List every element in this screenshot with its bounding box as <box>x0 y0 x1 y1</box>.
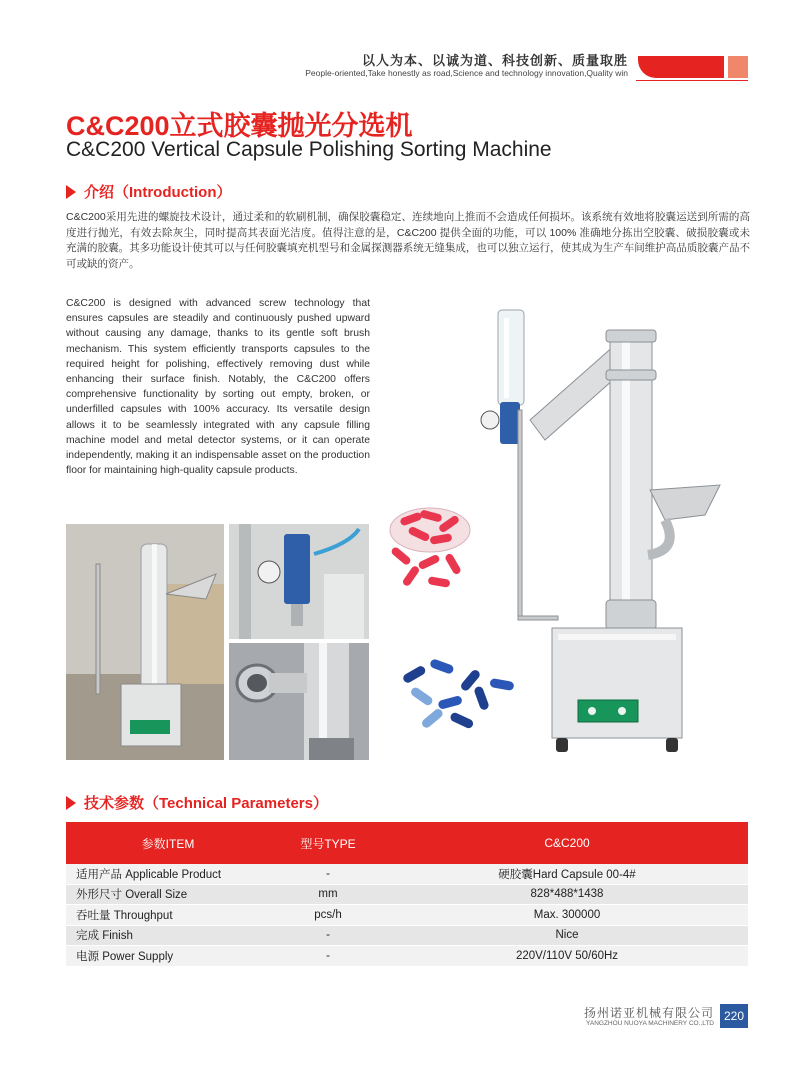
column-header-type: 型号TYPE <box>270 822 386 864</box>
introduction-text-en: C&C200 is designed with advanced screw technology that ensures capsules are steadily and continuously pushed upward without causing any damage, thanks to its gentle soft brush mechanism. This system efficiently transports capsules to the required height for polishing, effectively removing dust while enhancing their surface finish. Notably, the C&C200 offers comprehensive functionality by sorting out empty, broken, or underfilled capsules with 100% accuracy. Its versatile design allows it to be seamlessly integrated with any capsule filling machine model and metal detector systems, or it can operate independently, making it an indispensable asset on the production floor for maintaining high-quality capsule products. <box>66 298 370 477</box>
row-type: pcs/h <box>270 905 386 926</box>
table-row <box>66 905 748 926</box>
row-item: 适用产品 Applicable Product <box>66 864 270 884</box>
header-red-bar <box>638 56 724 78</box>
slogan-en: People-oriented,Take honestly as road,Science and technology innovation,Quality win <box>305 68 628 78</box>
table-row <box>66 946 748 967</box>
machine-illustration <box>380 290 750 760</box>
pipe-detail-photo-art <box>229 643 369 760</box>
workshop-photo <box>66 524 224 760</box>
company-name-en: YANGZHOU NUOYA MACHINERY CO.,LTD <box>586 1020 714 1027</box>
workshop-photo-art <box>66 524 224 760</box>
table-row <box>66 884 748 905</box>
slogan-cn: 以人为本、以诚为道、科技创新、质量取胜 <box>361 53 628 68</box>
table-row <box>66 925 748 946</box>
row-item: 吞吐量 Throughput <box>66 905 270 926</box>
air-regulator-photo <box>229 524 369 639</box>
header-orange-block <box>728 56 748 78</box>
company-name-cn: 扬州诺亚机械有限公司 <box>583 1006 714 1020</box>
air-regulator-photo-art <box>229 524 369 639</box>
triangle-bullet-icon <box>66 796 76 810</box>
row-item: 电源 Power Supply <box>66 946 270 967</box>
triangle-bullet-icon <box>66 185 76 199</box>
row-type: - <box>270 946 386 967</box>
row-value: 828*488*1438 <box>386 884 748 905</box>
column-header-item: 参数ITEM <box>66 822 270 864</box>
row-type: mm <box>270 884 386 905</box>
column-header-model: C&C200 <box>386 822 748 864</box>
page-title-cn: C&C200立式胶囊抛光分选机 <box>66 111 413 141</box>
technical-heading-text: 技术参数（Technical Parameters） <box>84 795 328 812</box>
technical-heading <box>66 792 328 813</box>
row-value: 硬胶囊Hard Capsule 00-4# <box>386 864 748 884</box>
row-type: - <box>270 925 386 946</box>
introduction-text-cn: C&C200采用先进的螺旋技术设计，通过柔和的软刷机制，确保胶囊稳定、连续地向上推而不会造成任何损坏。该系统有效地将胶囊运送到所需的高度进行抛光，有效去除灰尘，同时提高其表面光洁度。值得注意的是，C&C200 提供全面的功能，可以 100% 准确地分拣出空胶囊、破损胶囊或未充满的胶囊。其多功能设计使其可以与任何胶囊填充机型号和金属探测器系统无缝集成，也可以独立运行，使其成为生产车间维护高品质胶囊产品不可或缺的资产。 <box>66 211 750 270</box>
header-divider <box>636 80 748 81</box>
row-value: Nice <box>386 925 748 946</box>
row-item: 外形尺寸 Overall Size <box>66 884 270 905</box>
row-item: 完成 Finish <box>66 925 270 946</box>
introduction-heading-text: 介绍（Introduction） <box>84 184 232 201</box>
page-title-en: C&C200 Vertical Capsule Polishing Sorting Machine <box>66 138 552 161</box>
row-type: - <box>270 864 386 884</box>
page-number: 220 <box>720 1004 748 1028</box>
row-value: 220V/110V 50/60Hz <box>386 946 748 967</box>
table-header-row <box>66 822 748 864</box>
capsule-polishing-machine-art <box>380 290 750 760</box>
table-row <box>66 864 748 884</box>
introduction-heading <box>66 181 231 202</box>
technical-parameters-table <box>66 822 748 967</box>
row-value: Max. 300000 <box>386 905 748 926</box>
pipe-detail-photo <box>229 643 369 760</box>
